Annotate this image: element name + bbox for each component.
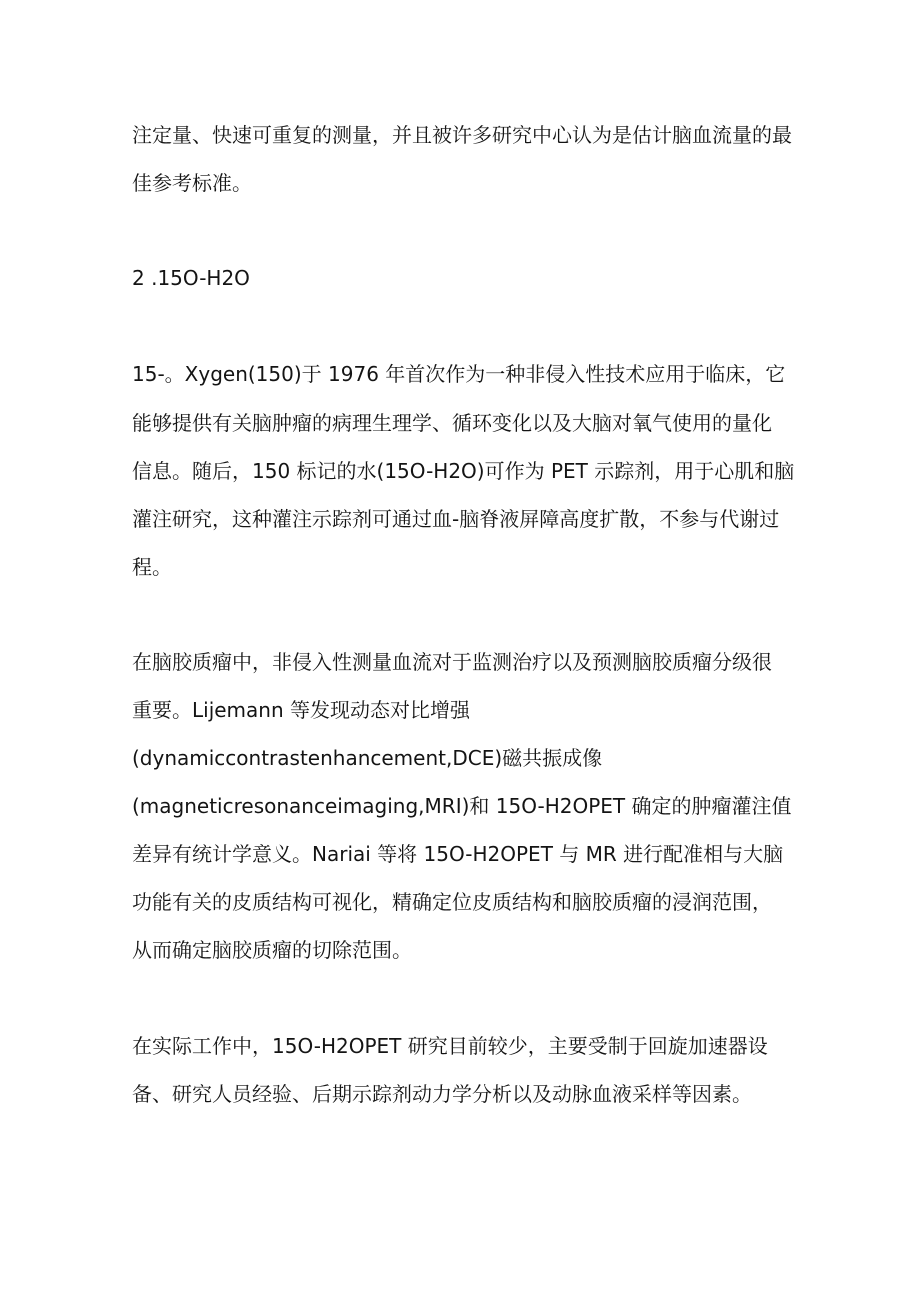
- paragraph-3-line: 在脑胶质瘤中，非侵入性测量血流对于监测治疗以及预测脑胶质瘤分级很: [132, 650, 772, 674]
- paragraph-3-line: (dynamiccontrastenhancement,DCE)磁共振成像: [132, 746, 603, 770]
- paragraph-1-line: 注定量、快速可重复的测量，并且被许多研究中心认为是估计脑血流量的最: [132, 123, 792, 147]
- paragraph-3-line: (magneticresonanceimaging,MRI)和 15O-H2OPET 确定的肿瘤灌注值: [132, 794, 792, 818]
- paragraph-3-line: 差异有统计学意义。Nariai 等将 15O-H2OPET 与 MR 进行配准相与大脑: [132, 842, 784, 866]
- section-heading: 2 .15O-H2O: [132, 266, 250, 290]
- paragraph-2-line: 程。: [132, 555, 172, 579]
- paragraph-3-line: 从而确定脑胶质瘤的切除范围。: [132, 938, 412, 962]
- paragraph-2-line: 信息。随后，150 标记的水(15O-H2O)可作为 PET 示踪剂，用于心肌和脑: [132, 459, 795, 483]
- paragraph-2-line: 能够提供有关脑肿瘤的病理生理学、循环变化以及大脑对氧气使用的量化: [132, 411, 772, 435]
- paragraph-2-line: 15-。Xygen(150)于 1976 年首次作为一种非侵入性技术应用于临床，它: [132, 362, 786, 386]
- paragraph-4-line: 在实际工作中，15O-H2OPET 研究目前较少，主要受制于回旋加速器设: [132, 1034, 768, 1058]
- paragraph-4-line: 备、研究人员经验、后期示踪剂动力学分析以及动脉血液采样等因素。: [132, 1082, 752, 1106]
- paragraph-3-line: 重要。Lijemann 等发现动态对比增强: [132, 698, 471, 722]
- paragraph-2-line: 灌注研究，这种灌注示踪剂可通过血-脑脊液屏障高度扩散，不参与代谢过: [132, 507, 780, 531]
- paragraph-3-line: 功能有关的皮质结构可视化，精确定位皮质结构和脑胶质瘤的浸润范围，: [132, 890, 772, 914]
- paragraph-1-line: 佳参考标准。: [132, 171, 252, 195]
